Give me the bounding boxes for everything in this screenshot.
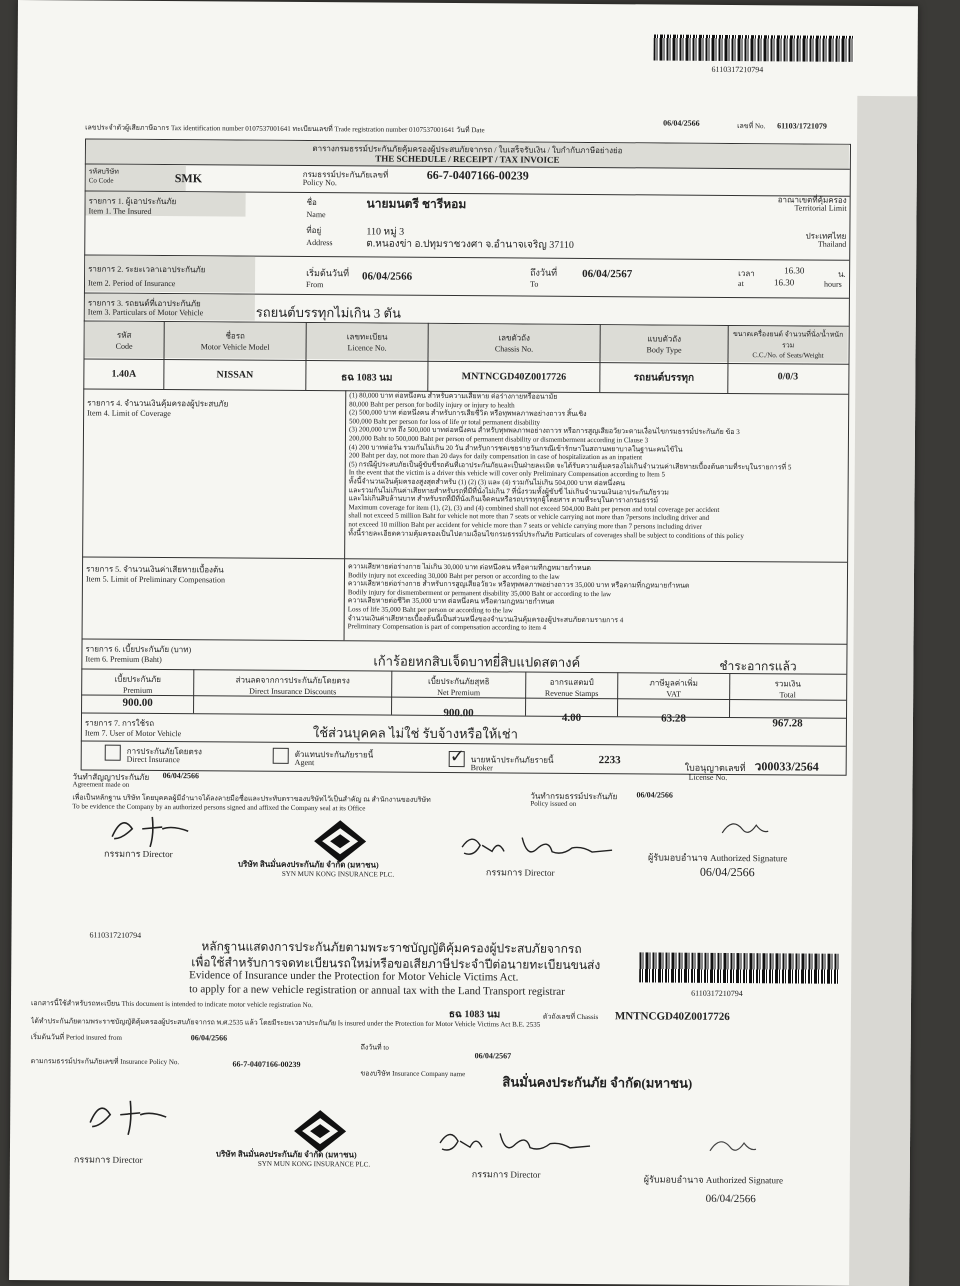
evidence-title-en-1: Evidence of Insurance under the Protection for Motor Vehicle Victims Act. <box>189 969 519 984</box>
issued-date: 06/04/2566 <box>636 790 673 800</box>
agent-th: ตัวแทนประกันภัยรายนี้ <box>294 749 374 760</box>
name-label-th: ชื่อ <box>306 198 317 208</box>
net-premium-value: 900.00 <box>443 706 474 720</box>
vehicle-col-cc-th: ขนาดเครื่องยนต์ จำนวนที่นั่ง/น้ำหนักรวม <box>732 329 844 350</box>
coverage-line: ทั้งนี้จำนวนเงินคุ้มครองสูงสุดสำหรับ (1) (2) (3) และ (4) รวมกันไม่เกิน 504,000 บาท ต่อหนึ่งคน <box>348 477 626 488</box>
director-label-th-1: กรรมการ <box>104 848 141 859</box>
period-from: 06/04/2566 <box>362 270 413 283</box>
company-name-en-2: SYN MUN KONG INSURANCE PLC. <box>257 1159 371 1169</box>
coverage-line: Maximum coverage for item (1), (2), (3) and (4) combined shall not exceed 504,000 Baht per person and total coverage per accident <box>348 503 720 514</box>
coverage-line: 200,000 Baht to 500,000 Baht per person of permanent disability or dismemberment according in Clause 3 <box>348 434 649 445</box>
license-label-en: License No. <box>688 772 728 782</box>
revenue-stamps-value: 4.00 <box>561 711 582 724</box>
territory-th: ประเทศไทย <box>805 231 847 241</box>
vehicle-model: NISSAN <box>216 369 254 381</box>
vehicle-col-licence-th: เลขทะเบียน <box>346 332 388 342</box>
vat-value: 63.28 <box>661 712 686 725</box>
time-start: 16.30 <box>784 265 805 276</box>
license-number: ว00033/2564 <box>754 759 819 774</box>
time-unit-th: น. <box>838 269 846 279</box>
evidence-chassis: MNTNCGD40Z0017726 <box>614 1010 730 1023</box>
director-signature-2 <box>452 827 622 868</box>
authorized-signature-1 <box>712 813 772 843</box>
net-premium-col-th: เบี้ยประกันภัยสุทธิ <box>427 676 490 687</box>
coverage-line: และรวมกันไม่เกินค่าเสียหายสำหรับรถที่มีที่นั่งไม่เกิน 7 ที่นั่งรวมทั้งผู้ขับขี่ ไม่เกินจำนวนเงินเอาประกันภัยรวม <box>348 485 669 497</box>
discount-col-en: Direct Insurance Discounts <box>249 686 337 697</box>
preliminary-compensation <box>348 562 842 634</box>
director-label-en-3: Director <box>112 1154 143 1165</box>
compensation-line: Bodily injury not exceeding 30,000 Baht per person or according to the law <box>347 570 560 581</box>
vehicle-cc-seats-weight: 0/0/3 <box>777 371 799 383</box>
director-label-th-2: กรรมการ <box>485 867 523 878</box>
evidence-title-en-2: to apply for a new vehicle registration or annual tax with the Land Transport registrar <box>189 983 565 998</box>
compensation-line: Loss of life 35,000 Baht per person or according to the law <box>347 605 514 615</box>
insured-under-act: ได้ทำประกันภัยตามพระราชบัญญัติคุ้มครองผู้ประสบภัยจากรถ พ.ศ.2535 แล้ว โดยมีระยะเวลาประกันภัย Is insured under the Protection for Motor Vehicle Victims Act B.E. 2535 <box>30 1017 541 1029</box>
title-english: THE SCHEDULE / RECEIPT / TAX INVOICE <box>375 153 560 165</box>
compensation-line: จำนวนเงินค่าเสียหายเบื้องต้นนี้เป็นส่วนหนึ่งของจำนวนเงินคุ้มครองผู้ประสบภัยตามรายการ 4 <box>347 613 624 624</box>
evidence-policy-number: 66-7-0407166-00239 <box>232 1059 301 1069</box>
item1-label-en: Item 1. The Insured <box>88 206 152 216</box>
company-name-en-1: SYN MUN KONG INSURANCE PLC. <box>281 869 395 879</box>
coverage-line: (1) 80,000 บาท ต่อหนึ่งคน สำหรับความเสียหาย ต่อร่างกายหรืออนามัย <box>349 391 558 401</box>
vehicle-col-code-th: รหัส <box>116 330 132 340</box>
authorized-date-1: 06/04/2566 <box>699 864 755 880</box>
authorized-signature-2 <box>700 1131 760 1161</box>
stamps-col-en: Revenue Stamps <box>544 688 599 699</box>
evidence-to-date: 06/04/2567 <box>474 1051 512 1061</box>
vehicle-col-body-en: Body Type <box>646 345 682 355</box>
authorized-date-2: 06/04/2566 <box>705 1192 756 1206</box>
agreement-label-th: วันทำสัญญาประกันภัย <box>72 772 150 782</box>
vehicle-col-chassis-th: เลขตัวถัง <box>498 333 530 343</box>
address-line1: 110 หมู่ 3 <box>366 226 405 238</box>
evidence-from-date: 06/04/2566 <box>190 1033 228 1043</box>
evidence-barcode <box>639 952 839 983</box>
name-label-en: Name <box>306 210 326 220</box>
item2-label-en: Item 2. Period of Insurance <box>87 278 176 289</box>
agent-en: Agent <box>294 757 315 768</box>
compensation-line: Bodily injury for dismemberment or permanent disability 35,000 Baht or according to the law <box>347 588 612 598</box>
director-signature-3 <box>70 1092 180 1139</box>
evidence-number: 6110317210794 <box>89 930 142 940</box>
to-label-en: To <box>529 279 539 289</box>
total-col-en: Total <box>779 690 796 700</box>
vehicle-description: รถยนต์บรรทุกไม่เกิน 3 ตัน <box>255 304 401 321</box>
total-value: 967.28 <box>772 717 803 730</box>
coverage-line: In the event that the victim is a driver this vehicle will cover only Preliminary Compensation according to Item 5 <box>348 468 666 479</box>
registration-label: เอกสารนี้ใช้สำหรับรถทะเบียน This document is intended to indicate motor vehicle registration No. <box>30 999 313 1010</box>
coverage-line: 200 Baht per day, not more than 20 days for daily compensation in case of hospitalization as an inpatient <box>348 451 643 462</box>
agreement-date: 06/04/2566 <box>162 771 200 781</box>
authorized-label-th-1: ผู้รับมอบอำนาจ <box>647 852 708 863</box>
address-label-th: ที่อยู่ <box>306 226 322 236</box>
from-label-th: เริ่มต้นวันที่ <box>306 268 350 279</box>
stamp-duty-paid: ชำระอากรแล้ว <box>719 658 797 674</box>
territorial-th: อาณาเขตที่คุ้มครอง <box>777 195 847 205</box>
item4-label-th: รายการ 4. จำนวนเงินคุ้มครองผู้ประสบภัย <box>87 398 229 409</box>
evidence-company-label: ของบริษัท Insurance Company name <box>360 1069 466 1079</box>
underlying-sheet-edge <box>849 96 917 1286</box>
header-date: 06/04/2566 <box>663 118 700 128</box>
address-label-en: Address <box>306 238 333 248</box>
company-name-th-2: บริษัท สินมั่นคงประกันภัย จำกัด (มหาชน) <box>215 1149 357 1160</box>
issued-label-th: วันทำกรมธรรม์ประกันภัย <box>530 791 618 802</box>
total-col-th: รวมเงิน <box>774 679 801 689</box>
vehicle-col-cc-en: C.C./No. of Seats/Weight <box>752 351 824 360</box>
evidence-title-th-1: หลักฐานแสดงการประกันภัยตามพระราชบัญญัติคุ้มครองผู้ประสบภัยจากรถ <box>201 939 582 956</box>
vehicle-chassis: MNTNCGD40Z0017726 <box>461 371 567 383</box>
item3-label-en: Item 3. Particulars of Motor Vehicle <box>87 307 204 318</box>
issued-label-en: Policy issued on <box>530 799 577 808</box>
evidence-from-label: เริ่มต้นวันที่ Period insured from <box>30 1033 122 1042</box>
compensation-line: ความเสียหายต่อร่างกาย ไม่เกิน 30,000 บาท ต่อหนึ่งคน หรือตามที่กฎหมายกำหนด <box>348 562 591 573</box>
evidence-statement-en: To be evidence the Company by an authorized persons signed and affixed the Company seal at its Office <box>72 802 366 813</box>
vat-col-en: VAT <box>666 689 681 699</box>
coverage-line: (2) 500,000 บาท ต่อหนึ่งคน สำหรับการเสียชีวิต หรือทุพพลภาพอย่างถาวร สิ้นเชิง <box>349 408 587 419</box>
direct-insurance-checkbox[interactable] <box>105 745 121 761</box>
premium-value: 900.00 <box>122 696 153 709</box>
discount-col-th: ส่วนลดจากการประกันภัยโดยตรง <box>235 675 350 686</box>
vehicle-col-body-th: แบบตัวถัง <box>647 334 682 344</box>
vehicle-col-model-th: ชื่อรถ <box>225 331 245 341</box>
director-label-en-1: Director <box>142 848 173 860</box>
agent-code-label-en: Co Code <box>88 176 114 185</box>
item3-label-th: รายการ 3. รถยนต์ที่เอาประกันภัย <box>87 298 201 309</box>
premium-col-th: เบี้ยประกันภัย <box>114 674 162 685</box>
director-label-en-4: Director <box>510 1169 541 1180</box>
evidence-company-name: สินมั่นคงประกันภัย จำกัด(มหาชน) <box>502 1074 693 1091</box>
coverage-line: not exceed 10 million Baht per accident for vehicle more than 7 seats or vehicle carrying more than 7 persons including driver <box>348 520 702 531</box>
item5-label-en: Item 5. Limit of Preliminary Compensation <box>85 574 226 585</box>
territory-en: Thailand <box>817 239 847 249</box>
coverage-line: (5) กรณีผู้ประสบภัยเป็นผู้ขับขี่รถคันที่เอาประกันภัยและเป็นฝ่ายละเมิด จะได้รับความคุ้มครองไม่เกินจำนวนค่าเสียหายเบื้องต้นตามที่ระบุในรายการที่ 5 <box>348 460 792 472</box>
compensation-line: ความเสียหายต่อชีวิต 35,000 บาท ต่อหนึ่งคน หรือตามกฎหมายกำหนด <box>347 596 555 607</box>
evidence-statement-th: เพื่อเป็นหลักฐาน บริษัท โดยบุคคลผู้มีอำนาจได้ลงลายมือชื่อและประทับตราของบริษัทไว้เป็นสำคัญ ณ สำนักงานของบริษัท <box>72 793 431 804</box>
evidence-title-th-2: เพื่อใช้สำหรับการจดทะเบียนรถใหม่หรือขอเสียภาษีประจำปีต่อนายทะเบียนขนส่ง <box>191 955 601 973</box>
evidence-barcode-number: 6110317210794 <box>691 988 743 999</box>
item4-label-en: Item 4. Limit of Coverage <box>87 408 171 419</box>
agreement-label-en: Agreement made on <box>72 780 130 789</box>
time-end: 16.30 <box>774 277 795 288</box>
time-label-en: at <box>738 279 744 289</box>
evidence-policy-label: ตามกรมธรรม์ประกันภัยเลขที่ Insurance Policy No. <box>30 1057 180 1067</box>
authorized-label-en-1: Authorized Signature <box>710 852 788 864</box>
item7-label-en: Item 7. User of Motor Vehicle <box>84 728 182 739</box>
director-signature-1 <box>92 809 202 850</box>
vehicle-col-model-en: Motor Vehicle Model <box>200 342 270 352</box>
director-label-th-3: กรรมการ <box>73 1154 111 1165</box>
license-label-th: ใบอนุญาตเลขที่ <box>684 762 746 774</box>
premium-col-en: Premium <box>122 685 153 695</box>
vehicle-use: ใช้ส่วนบุคคล ไม่ใช่ รับจ้างหรือให้เช่า <box>312 725 518 742</box>
item7-label-th: รายการ 7. การใช้รถ <box>84 718 155 728</box>
top-barcode-number: 6110317210794 <box>711 64 764 75</box>
vehicle-col-licence-en: Licence No. <box>347 343 387 353</box>
vehicle-col-chassis-en: Chassis No. <box>494 344 534 354</box>
coverage-line: 80,000 Baht per person for bodily injury or injury to health <box>349 399 515 410</box>
vehicle-body-type: รถยนต์บรรทุก <box>633 372 695 384</box>
coverage-line: shall not exceed 5 million Baht for vehicle not more than 7 seats or vehicle carrying not more than 7persons including driver and <box>348 511 710 523</box>
broker-th: นายหน้าประกันภัยรายนี้ <box>470 755 554 765</box>
item2-label-th: รายการ 2. ระยะเวลาเอาประกันภัย <box>88 264 206 275</box>
agent-code-value: SMK <box>174 171 203 186</box>
item6-label-en: Item 6. Premium (Baht) <box>85 654 162 665</box>
item5-label-th: รายการ 5. จำนวนเงินค่าเสียหายเบื้องต้น <box>85 564 224 575</box>
vehicle-col-code-en: Code <box>115 341 133 351</box>
insured-name: นายมนตรี ชารีหอม <box>366 196 467 212</box>
vehicle-licence: ธฉ 1083 นม <box>341 372 393 384</box>
authorized-label-en-2: Authorized Signature <box>705 1174 784 1186</box>
item1-label-th: รายการ 1. ผู้เอาประกันภัย <box>88 196 177 207</box>
item6-label-th: รายการ 6. เบี้ยประกันภัย (บาท) <box>85 644 192 655</box>
director-label-th-4: กรรมการ <box>471 1169 509 1180</box>
coverage-line: (3) 200,000 บาท ถึง 500,000 บาทต่อหนึ่งคน สำหรับทุพพลภาพอย่างถาวร หรือการสูญเสียอวัยวะตามเงื่อนไขกรมธรรม์ประกันภัย ข้อ 3 <box>348 425 740 437</box>
compensation-line: Preliminary Compensation is part of compensation according to item 4 <box>347 622 547 632</box>
coverage-line: และไม่เกินสิบล้านบาท สำหรับรถที่มีที่นั่งเกินเจ็ดคนหรือรถบรรทุกผู้โดยสาร ตามที่ระบุในตารางกรมธรรม์ <box>348 494 659 505</box>
authorized-label-th-2: ผู้รับมอบอำนาจ <box>643 1174 704 1185</box>
policy-number: 66-7-0407166-00239 <box>426 167 529 183</box>
company-name-th-1: บริษัท สินมั่นคงประกันภัย จำกัด (มหาชน) <box>237 859 379 870</box>
period-to: 06/04/2567 <box>582 267 633 281</box>
direct-insurance-th: การประกันภัยโดยตรง <box>126 746 202 757</box>
premium-in-words: เก้าร้อยหกสิบเจ็ดบาทยี่สิบแปดสตางค์ <box>373 653 581 670</box>
chassis-label: ตัวถังเลขที่ Chassis <box>542 1012 599 1022</box>
coverage-line: 500,000 Baht per person for loss of life or total permanent disability <box>349 417 540 427</box>
agent-code-label-th: รหัสบริษัท <box>88 167 119 176</box>
time-unit-en: hours <box>824 279 842 289</box>
broker-checkbox[interactable] <box>449 751 465 767</box>
document-number: 61103/1721079 <box>777 121 827 131</box>
coverage-line: (4) 200 บาทต่อวัน รวมกันไม่เกิน 20 วัน สำหรับการชดเชยรายวันกรณีเข้ารักษาในสถานพยาบาลในฐานะคนไข้ใน <box>348 442 683 454</box>
compensation-line: ความเสียหายต่อร่างกาย สำหรับการสูญเสียอวัยวะ หรือทุพพลภาพอย่างถาวร 35,000 บาท หรือตามที่กฎหมายกำหนด <box>347 579 690 590</box>
director-label-en-2: Director <box>524 867 555 878</box>
policy-no-label-th: กรมธรรม์ประกันภัยเลขที่ <box>302 169 389 180</box>
director-signature-4 <box>430 1121 600 1166</box>
territorial-en: Territorial Limit <box>794 203 847 213</box>
vehicle-code: 1.40A <box>111 368 137 380</box>
policy-no-label-en: Policy No. <box>302 177 337 188</box>
from-label-en: From <box>305 280 324 290</box>
stamps-col-th: อากรแสตมป์ <box>549 677 594 688</box>
net-premium-col-en: Net Premium <box>437 687 481 698</box>
registration-number: ธฉ 1083 นม <box>448 1009 501 1021</box>
vat-col-th: ภาษีมูลค่าเพิ่ม <box>649 678 698 688</box>
broker-en: Broker <box>470 763 493 773</box>
policy-document-page <box>9 0 918 1286</box>
address-line2: ต.หนองข่า อ.ปทุมราชวงศา จ.อำนาจเจริญ 37110 <box>366 238 574 251</box>
evidence-to-label: ถึงวันที่ to <box>360 1043 389 1052</box>
agent-checkbox[interactable] <box>273 748 289 764</box>
coverage-line: ทั้งนี้รายละเอียดความคุ้มครองเป็นไปตามเงื่อนไขกรมธรรม์ประกันภัย Particulars of coverages shall be subject to conditions of this policy <box>348 528 744 540</box>
to-label-th: ถึงวันที่ <box>530 267 558 278</box>
tax-id-line: เลขประจำตัวผู้เสียภาษีอากร Tax identification number 0107537001641 ทะเบียนเลขที่ Trade registration number 0107537001641 วันที่ Date <box>85 123 485 135</box>
broker-code: 2233 <box>598 754 621 767</box>
time-label-th: เวลา <box>738 269 755 279</box>
direct-insurance-en: Direct Insurance <box>126 754 180 765</box>
no-label: เลขที่ No. <box>737 122 766 131</box>
coverage-limits <box>348 391 843 541</box>
top-barcode <box>654 34 854 61</box>
title-thai: ตารางกรมธรรม์ประกันภัยคุ้มครองผู้ประสบภัยจากรถ / ใบเสร็จรับเงิน / ใบกำกับภาษีอย่างย่อ <box>312 144 623 156</box>
